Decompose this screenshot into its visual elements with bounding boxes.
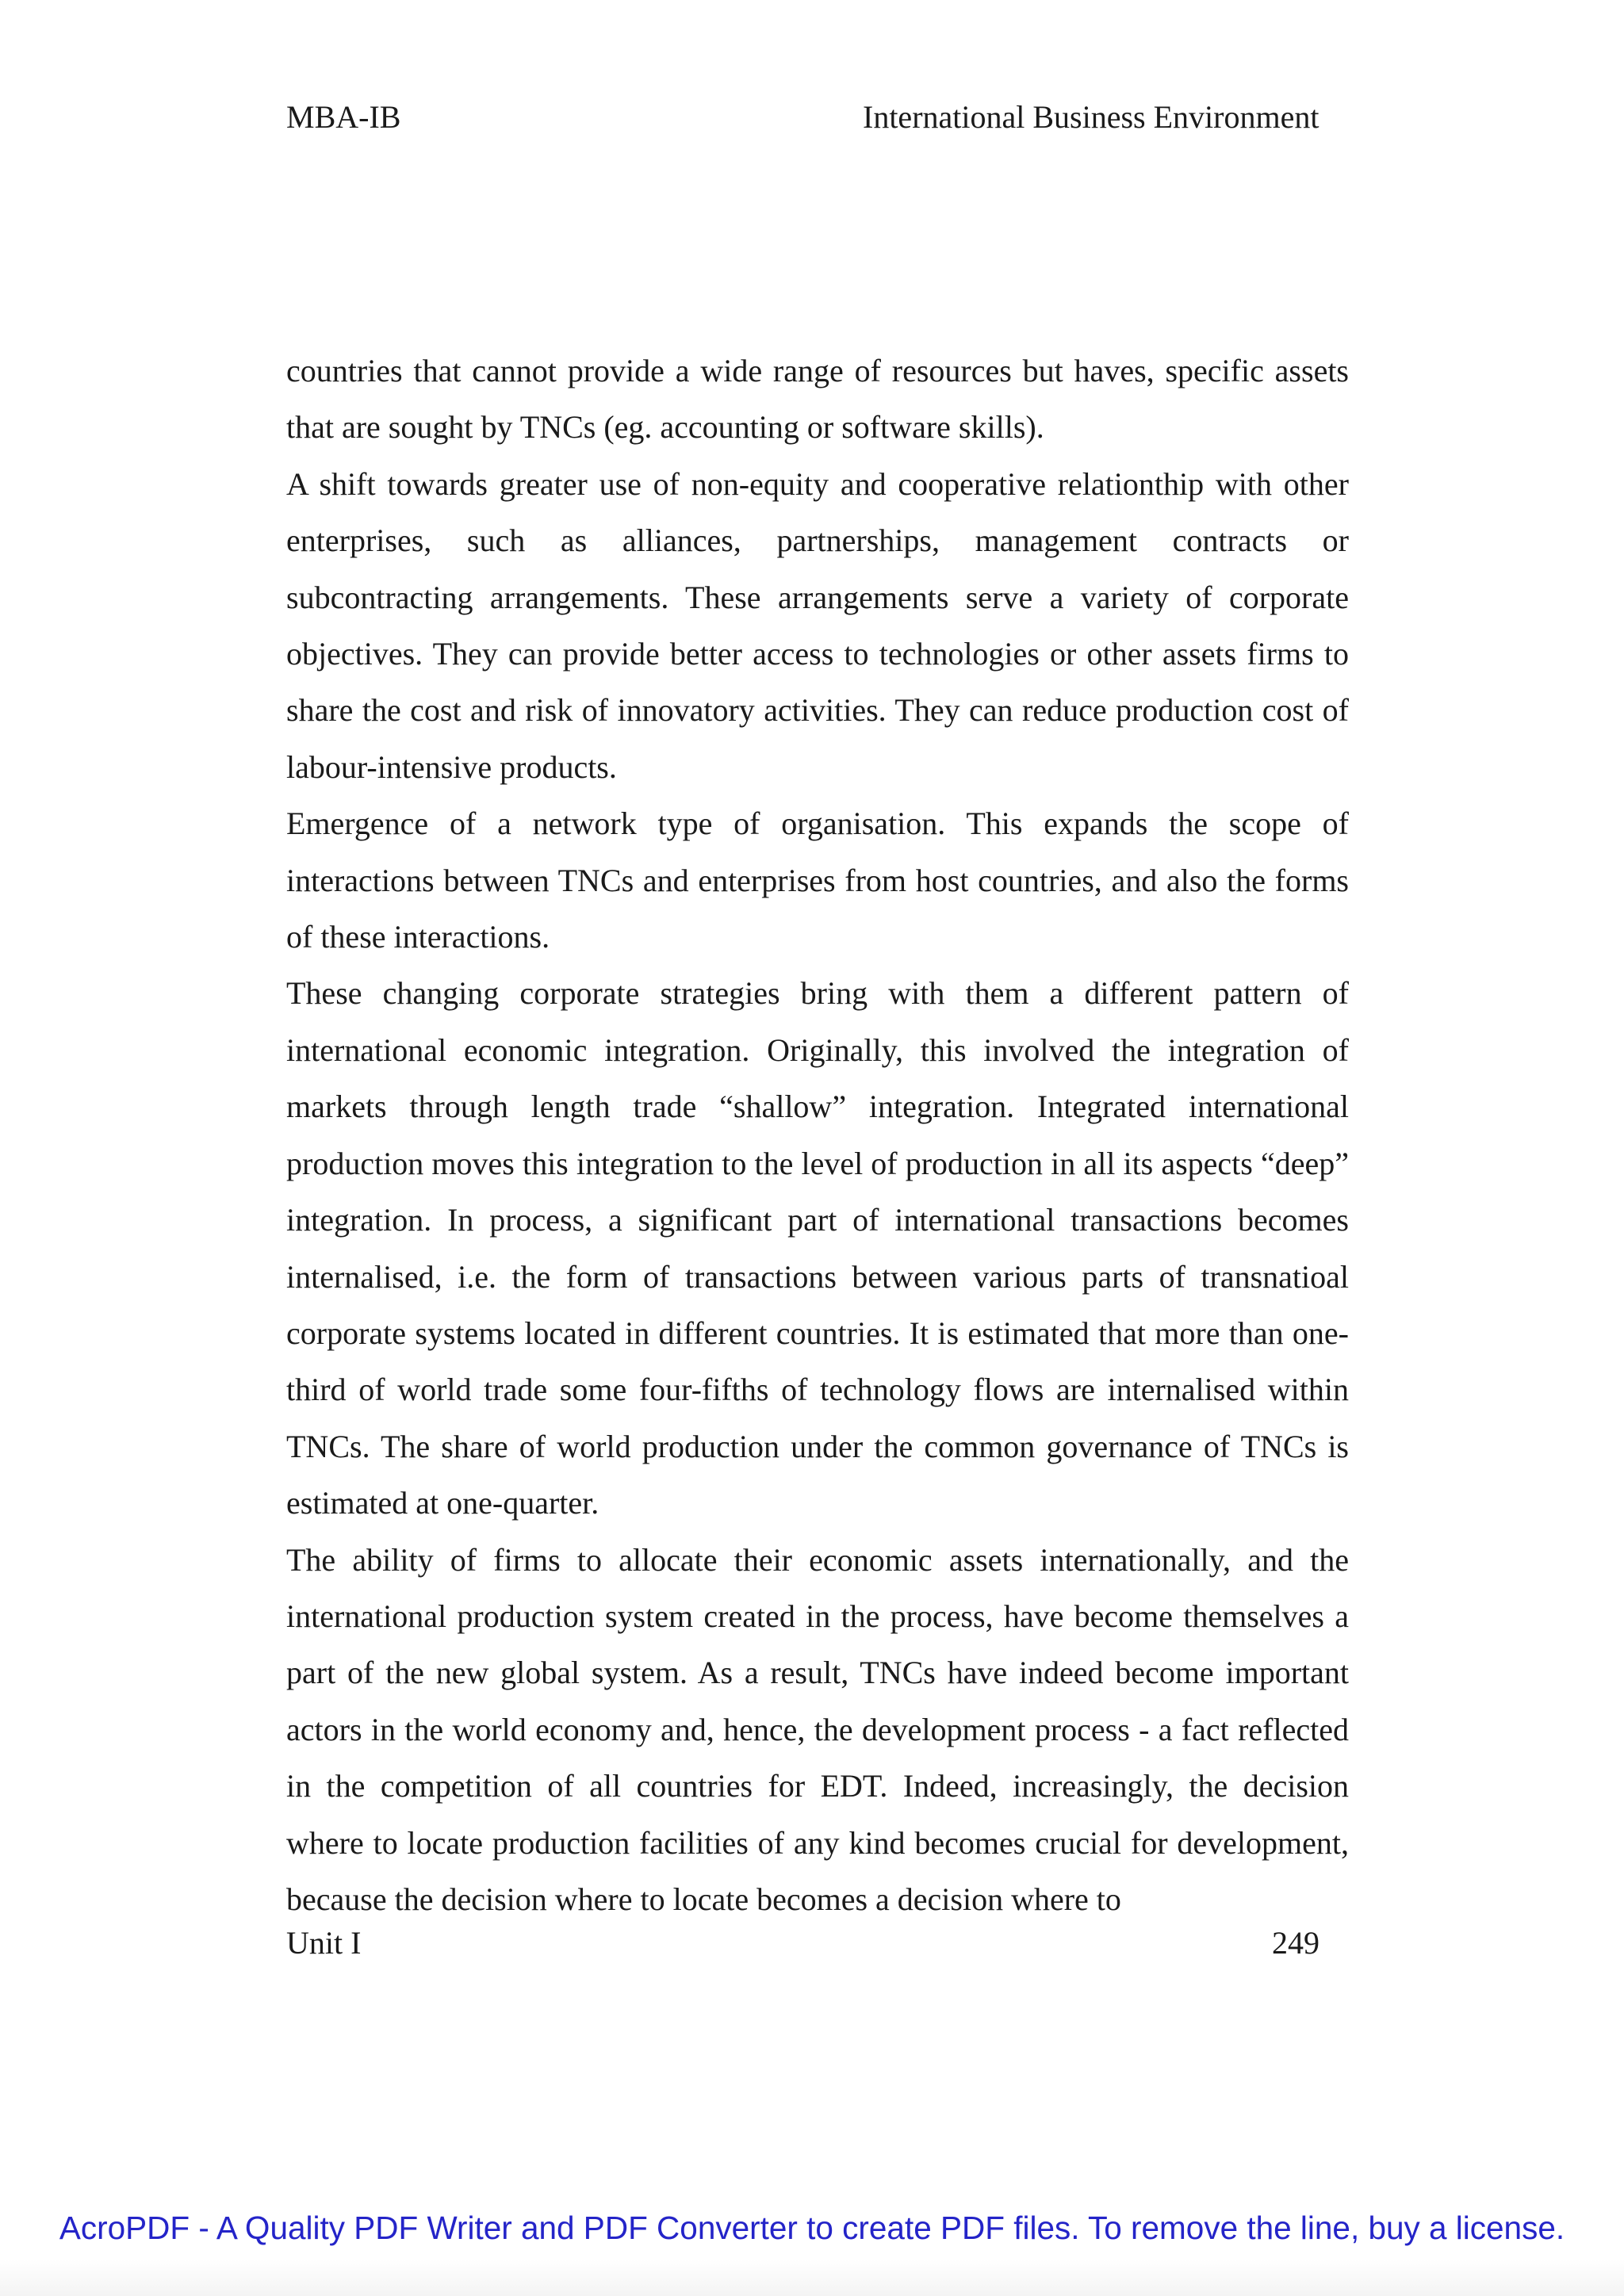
body-text [286, 342, 1349, 1927]
paragraph-3: Emergence of a network type of organisation. This expands the scope of interactions between TNCs and enterprises from host countries, and also the forms of these interactions. [286, 806, 1349, 955]
paragraph-1: countries that cannot provide a wide range of resources but haves, specific assets that are sought by TNCs (eg. accounting or software skills). [286, 353, 1349, 446]
paragraph-2: A shift towards greater use of non-equity and cooperative relationthip with other enterprises, such as alliances, partnerships, management contracts or subcontracting arrangements. These arrangements serve a variety of corporate objectives. They can provide better access to technologies or other assets firms to share the cost and risk of innovatory activities. They can reduce production cost of labour-intensive products. [286, 465, 1349, 785]
footer-unit-label: Unit I [286, 1925, 362, 1961]
page-number: 249 [1272, 1925, 1320, 1961]
paragraph-5: The ability of firms to allocate their economic assets internationally, and the international production system created in the process, have become themselves a part of the new global system. As a result, TNCs have indeed become important actors in the world economy and, hence, the development process - a fact reflected in the competition of all countries for EDT. Indeed, increasingly, the decision where to locate production facilities of any kind becomes crucial for development, because the decision where to locate becomes a decision where to [286, 1541, 1349, 1917]
running-header-left: MBA-IB [286, 99, 401, 135]
running-header-right: International Business Environment [863, 99, 1320, 135]
paragraph-4: These changing corporate strategies bring with them a different pattern of international economic integration. Originally, this involved the integration of markets through length trade “shallow” integration. Integrated international production moves this integration to the level of production in all its aspects “deep” integration. In process, a significant part of international transactions becomes internalised, i.e. the form of transactions between various parts of transnatioal corporate systems located in different countries. It is estimated that more than one-third of world trade some four-fifths of technology flows are internalised within TNCs. The share of world production under the common governance of TNCs is estimated at one-quarter. [286, 975, 1349, 1521]
acropdf-watermark: AcroPDF - A Quality PDF Writer and PDF Converter to create PDF files. To remove the line, buy a license. [59, 2210, 1565, 2246]
bottom-scan-band [0, 2260, 1624, 2296]
